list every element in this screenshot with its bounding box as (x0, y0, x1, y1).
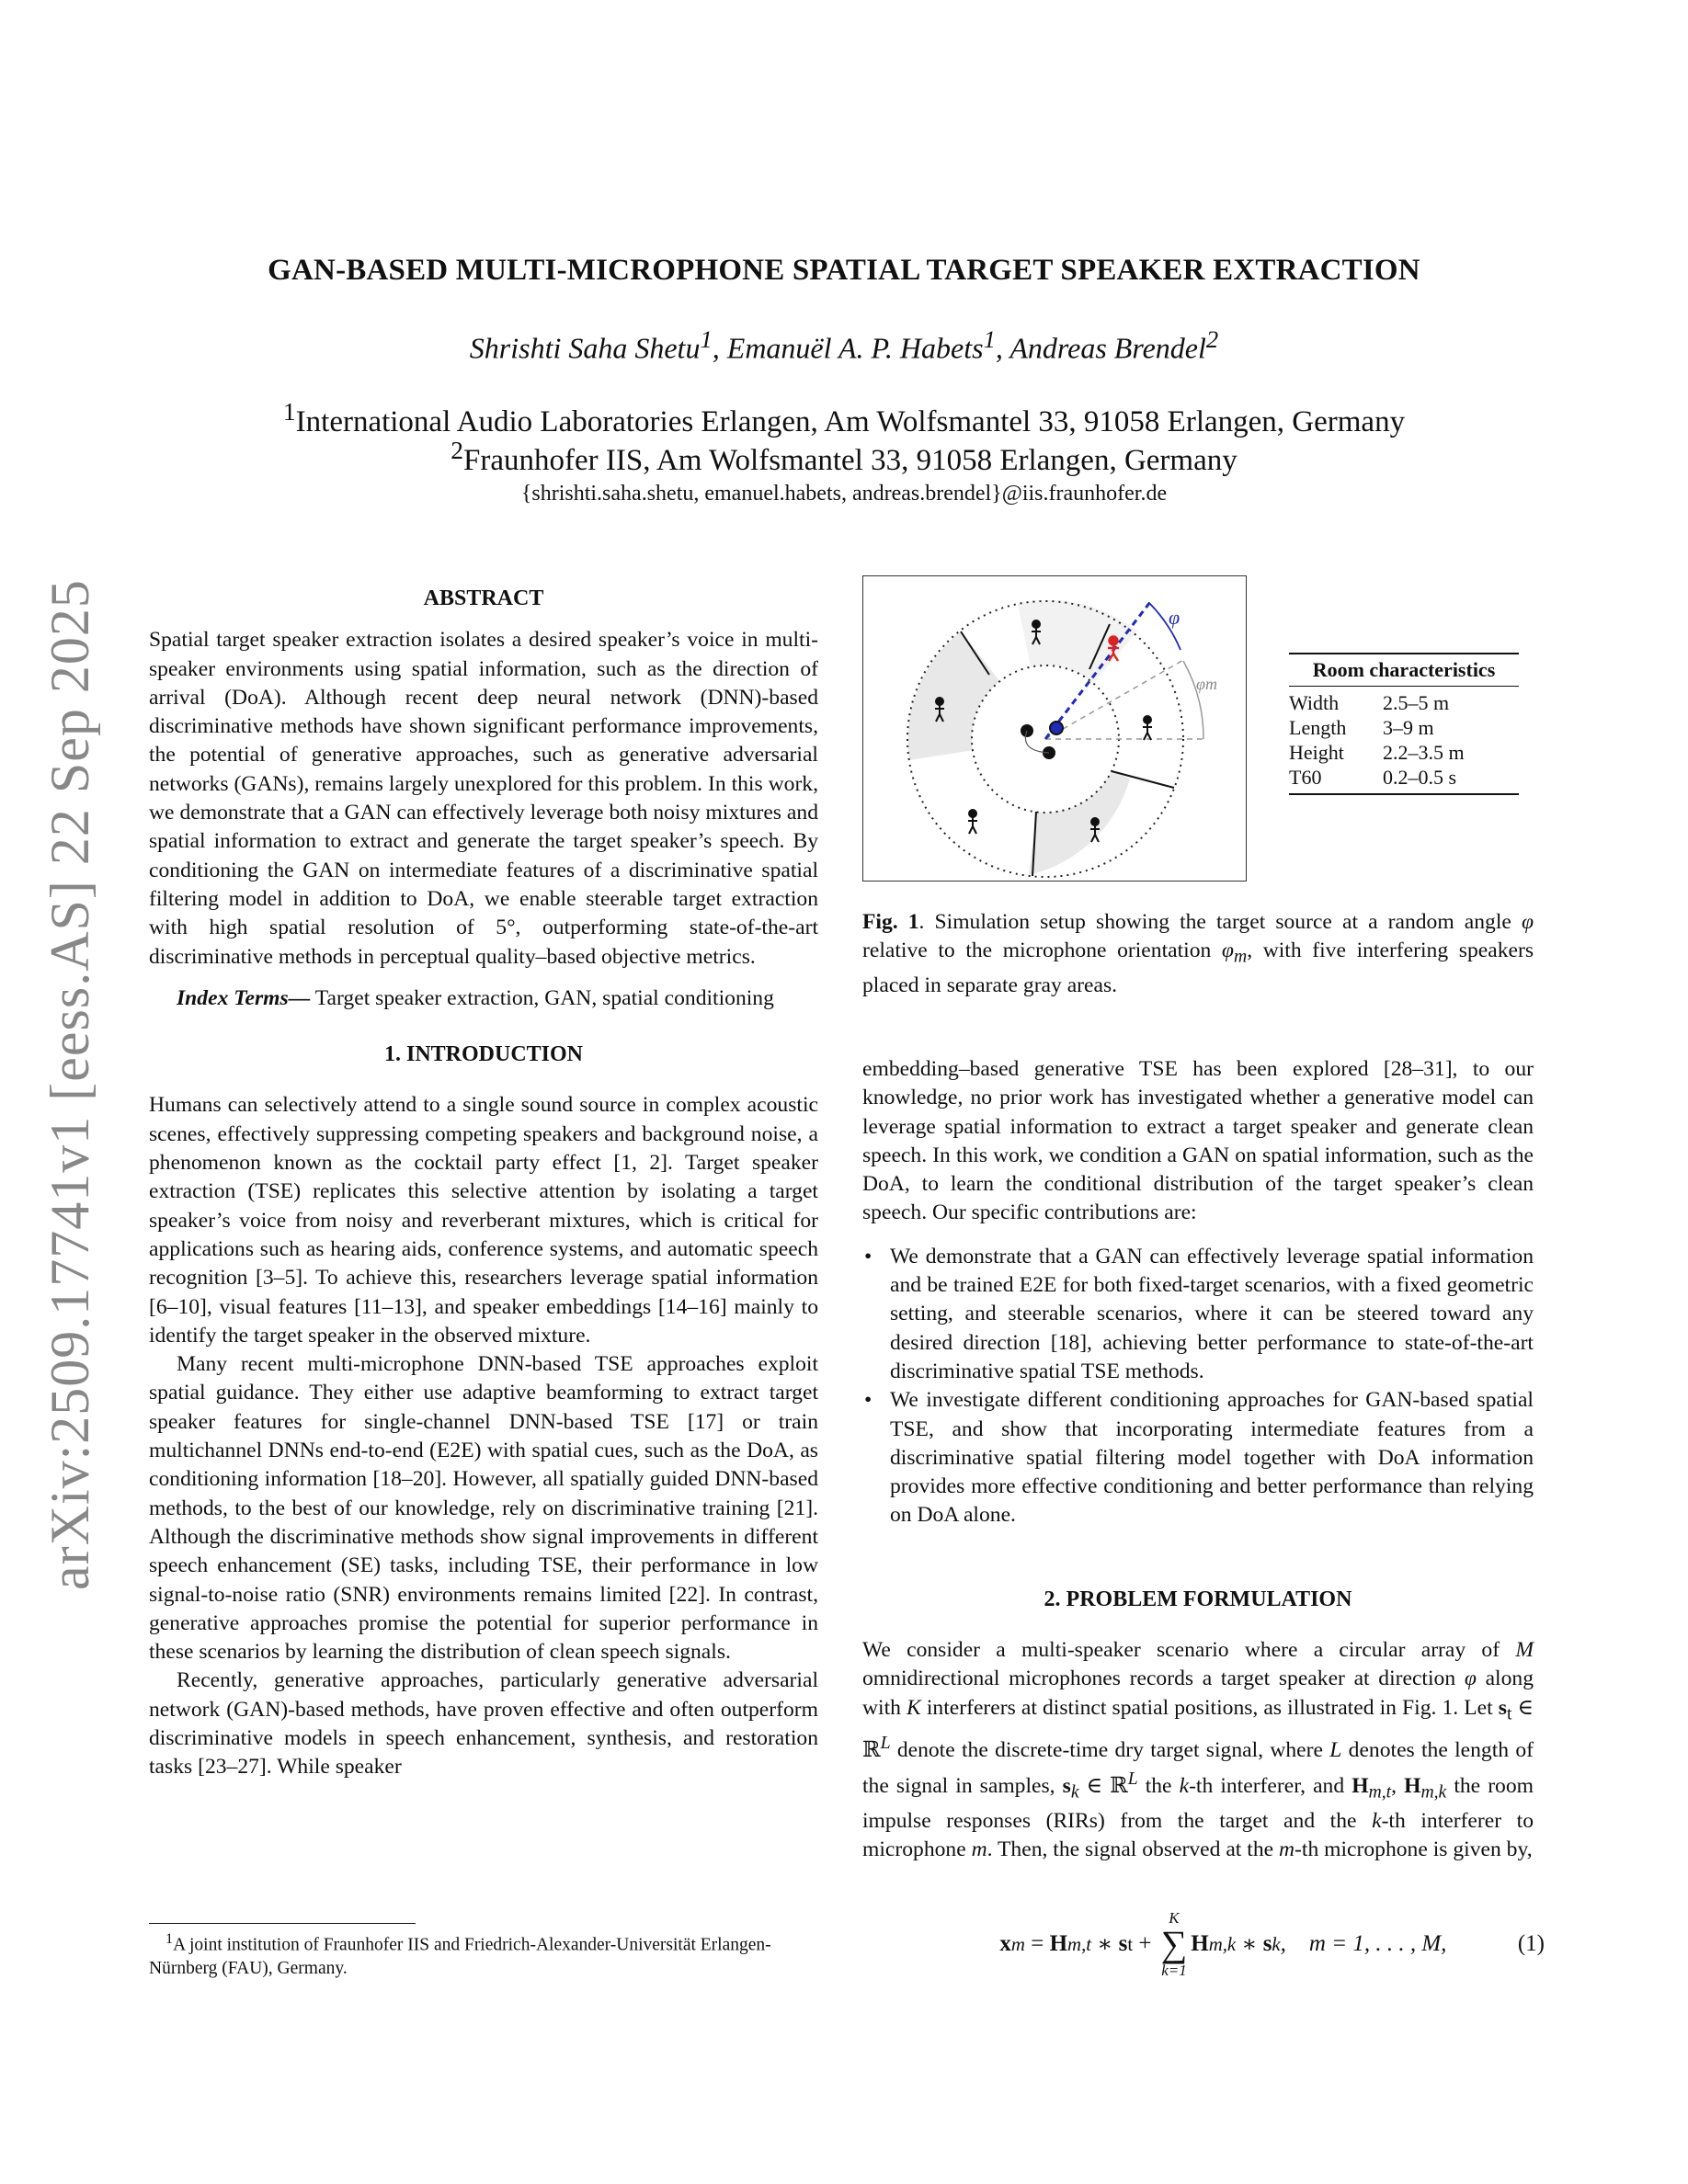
table-row (1289, 715, 1519, 740)
eq-x-sub: m (1010, 1932, 1025, 1955)
table-row (1289, 765, 1519, 790)
affiliation-1 (0, 397, 1688, 439)
s2-sub: t (1506, 1703, 1512, 1724)
table-value: 3–9 m (1383, 716, 1434, 739)
s2-text: along with (862, 1666, 1534, 1720)
s2-text: omnidirectional microphones records a target speaker at direction (862, 1666, 1465, 1691)
affiliation-2-text: Fraunhofer IIS, Am Wolfsmantel 33, 91058 Erlangen, Germany (463, 444, 1237, 477)
eq-s-sub: t (1127, 1932, 1134, 1955)
eq-s: s (1118, 1931, 1128, 1956)
index-terms (149, 984, 818, 1013)
figure-1-diagram (862, 575, 1247, 882)
s2-text: -th interferer to microphone (862, 1808, 1534, 1861)
s2-text: . Then, the signal observed at the (987, 1837, 1279, 1861)
eq-s2-sub: k (1272, 1932, 1281, 1955)
s2-var: s (1498, 1695, 1507, 1720)
footnote-rule (149, 1923, 416, 1924)
caption-text-3: , with five interfering speakers placed in separate gray areas. (862, 938, 1534, 998)
eq-h: H (1049, 1931, 1068, 1956)
eq-h2: H (1191, 1931, 1209, 1956)
eq-number: (1) (1517, 1931, 1545, 1956)
abstract-text: Spatial target speaker extraction isolates a desired speaker’s voice in multi-speaker environments using spatial information, such as the direction of arrival (DoA). Although recent deep neural network (DNN)-based discriminative methods have shown significant performance improvements, the potential of generative approaches, such as generative adversarial networks (GANs), remains largely unexplored for this problem. In this work, we demonstrate that a GAN can effectively leverage both noisy mixtures and spatial information to extract and generate the target speaker’s speech. By conditioning the GAN on intermediate features of a discriminative spatial filtering model in addition to DoA, we enable steerable target extraction with high spatial resolution of 5°, outperforming state-of-the-art discriminative methods in perceptual quality–based objective metrics. (149, 628, 818, 969)
arxiv-identifier: arXiv:2509.17741v1 [eess.AS] 22 Sep 2025 (40, 579, 100, 1590)
affiliation-1-sup: 1 (282, 397, 296, 426)
s2-text: -th microphone is given by, (1295, 1837, 1533, 1861)
author-2: Emanuël A. P. Habets (726, 331, 984, 365)
bullet-dot: • (864, 1244, 873, 1268)
contributions-intro: embedding–based generative TSE has been explored [28–31], to our knowledge, no prior work has investigated whether a generative model can leverage spatial information to extract a target speaker and generate clean speech. In this work, we condition a GAN on spatial information, such as the DoA, to learn the conditional distribution of the target speaker’s clean speech. Our specific contributions are: (862, 1057, 1534, 1225)
table-row (1289, 690, 1519, 715)
s2-var: s (1062, 1773, 1071, 1798)
table-header: Room characteristics (1312, 658, 1496, 681)
index-terms-label: Index Terms— (177, 985, 311, 1010)
s2-sub: m,k (1420, 1781, 1447, 1803)
eq-h2-sub: m,k (1208, 1932, 1237, 1955)
author-1: Shrishti Saha Shetu (469, 331, 701, 365)
s2-var: k (1179, 1773, 1190, 1798)
footnote-sup: 1 (165, 1930, 174, 1947)
left-column (149, 585, 818, 1782)
s2-var: K (907, 1695, 921, 1720)
table-row (1289, 740, 1519, 765)
caption-text-1: . Simulation setup showing the target source at a random angle (918, 910, 1522, 934)
eq-conv: ∗ (1091, 1932, 1119, 1957)
intro-paragraph-2: Many recent multi-microphone DNN-based TSE approaches exploit spatial guidance. They either use adaptive beamforming to extract target speaker features for single-channel DNN-based TSE [17] or train multichannel DNNs end-to-end (E2E) with spatial cues, such as the DoA, as conditioning information [18–20]. However, all spatially guided DNN-based methods, to the best of our knowledge, rely on discriminative training [21]. Although the discriminative methods show signal improvements in different speech enhancement (SE) tasks, including TSE, their performance in low signal-to-noise ratio (SNR) environments remains limited [22]. In contrast, generative approaches promise the potential for superior performance in these scenarios by learning the distribution of clean speech signals. (149, 1352, 818, 1665)
s2-var: φ (1464, 1666, 1477, 1691)
eq-s2: s (1262, 1931, 1272, 1956)
caption-phim: φ (1221, 938, 1234, 963)
eq-h-sub: m,t (1067, 1932, 1092, 1955)
s2-sup: L (880, 1732, 891, 1753)
s2-text: ∈ ℝ (1078, 1773, 1128, 1798)
table-key: T60 (1289, 766, 1322, 789)
author-3: Andreas Brendel (1009, 331, 1206, 365)
author-list: Shrishti Saha Shetu$^1$, Emanuël A. P. Habets$^1$, Andreas Brendel$^2$ (469, 325, 1219, 365)
equation-1 (929, 1910, 1545, 1978)
intro-paragraph-3: Recently, generative approaches, particularly generative adversarial network (GAN)-based methods, have proven effective and often outperform discriminative models in speech enhancement, synthesis, and restoration tasks [23–27]. While speaker (149, 1668, 818, 1780)
speaker-icon-4 (968, 810, 977, 834)
s2-sup: L (1127, 1768, 1138, 1789)
s2-var: m (1278, 1837, 1295, 1861)
s2-var: k (1372, 1808, 1382, 1833)
section-2-heading: 2. PROBLEM FORMULATION (1044, 1587, 1352, 1611)
eq-sum-bottom: k=1 (1161, 1962, 1187, 1979)
eq-plus: + (1133, 1931, 1158, 1956)
s2-text: , (1391, 1773, 1405, 1798)
s2-var: M (1515, 1638, 1534, 1663)
eq-equals: = (1024, 1931, 1050, 1956)
phi-m-label: φm (1196, 675, 1217, 693)
table-key: Length (1289, 716, 1347, 739)
eq-sum-top: K (1169, 1909, 1180, 1927)
phi-m-arc (1183, 661, 1203, 739)
paper-title: GAN-BASED MULTI-MICROPHONE SPATIAL TARGET SPEAKER EXTRACTION (268, 254, 1420, 287)
affiliation-2-sup: 2 (451, 436, 463, 464)
s2-var: L (1329, 1737, 1342, 1762)
author-emails: {shrishti.saha.shetu, emanuel.habets, andreas.brendel}@iis.fraunhofer.de (520, 482, 1168, 506)
s2-text: denotes the length of the signal in samples, (862, 1737, 1534, 1798)
table-value: 0.2–0.5 s (1383, 766, 1457, 789)
room-setup-diagram (863, 576, 1245, 880)
bullet-text: We demonstrate that a GAN can effectively leverage spatial information and be trained E2E for both fixed-target scenarios, with a fixed geometric setting, and steerable scenarios, where it can be steered toward any desired direction [18], achieving better performance to state-of-the-art discriminative spatial TSE methods. (890, 1244, 1534, 1383)
bullet-text: We investigate different conditioning approaches for GAN-based spatial TSE, and show that incorporating intermediate features from a discriminative spatial filtering model together with DoA information provides more effective conditioning and better performance than relying on DoA alone. (890, 1388, 1534, 1528)
caption-phi: φ (1521, 910, 1534, 934)
eq-range: , m = 1, . . . , M, (1280, 1931, 1447, 1956)
eq-sum-symbol: ∑ (1160, 1923, 1188, 1964)
contribution-bullet-1 (862, 1243, 1534, 1386)
caption-label: Fig. 1 (862, 910, 919, 934)
s2-text: the room impulse responses (RIRs) from the target and the (862, 1773, 1534, 1833)
author-1-sup: 1 (700, 325, 713, 353)
s2-var: H (1352, 1773, 1369, 1798)
right-column (862, 1055, 1534, 1864)
intro-paragraph-1: Humans can selectively attend to a single sound source in complex acoustic scenes, effectively suppressing competing speakers and background noise, a phenomenon known as the cocktail party effect [1, 2]. Target speaker extraction (TSE) replicates this selective attention by isolating a target speaker’s voice from noisy and reverberant mixtures, which is critical for applications such as hearing aids, conference systems, and automatic speech recognition [3–5]. To achieve this, researchers leverage spatial information [6–10], visual features [11–13], and speaker embeddings [14–16] mainly to identify the target speaker in the observed mixture. (149, 1093, 818, 1348)
s2-var: m (971, 1837, 987, 1861)
speaker-icon-3 (1143, 716, 1152, 740)
eq-conv2: ∗ (1236, 1932, 1263, 1957)
room-characteristics-table (1289, 653, 1519, 795)
s2-text: denote the discrete-time dry target signal, where (890, 1737, 1330, 1762)
affiliation-1-text: International Audio Laboratories Erlangen, Am Wolfsmantel 33, 91058 Erlangen, Germany (295, 405, 1406, 438)
s2-text: interferers at distinct spatial positions, as illustrated in Fig. 1. Let (920, 1695, 1499, 1720)
affiliation-2 (0, 436, 1688, 478)
gray-area-3 (1029, 739, 1130, 875)
caption-phim-sub: m (1233, 947, 1248, 968)
author-2-sup: 1 (983, 325, 996, 353)
phi-label: φ (1169, 606, 1180, 629)
s2-text: the (1137, 1773, 1180, 1798)
eq-x: x (999, 1931, 1011, 1956)
sector-line-5 (917, 767, 977, 783)
abstract-heading: ABSTRACT (423, 586, 544, 610)
s2-var: H (1404, 1773, 1421, 1798)
table-key: Height (1289, 741, 1344, 764)
bullet-dot: • (864, 1388, 873, 1413)
table-value: 2.2–3.5 m (1383, 741, 1465, 764)
s2-text: We consider a multi-speaker scenario where a circular array of (862, 1638, 1516, 1663)
footnote (149, 1928, 820, 1980)
table-key: Width (1289, 691, 1340, 714)
gray-area-1 (907, 631, 1045, 760)
section-2-paragraph (862, 1636, 1534, 1864)
s2-text: -th interferer, and (1189, 1773, 1352, 1798)
s2-sub: m,t (1368, 1781, 1392, 1803)
s2-text: ∈ ℝ (862, 1695, 1534, 1762)
caption-text-2: relative to the microphone orientation (862, 938, 1222, 963)
table-value: 2.5–5 m (1383, 691, 1450, 714)
contribution-bullet-2 (862, 1386, 1534, 1530)
microphone-3 (1050, 722, 1063, 734)
index-terms-text: Target speaker extraction, GAN, spatial conditioning (310, 985, 774, 1010)
eq-sum (1161, 1910, 1188, 1978)
intro-heading: 1. INTRODUCTION (383, 1042, 584, 1067)
footnote-text: A joint institution of Fraunhofer IIS and Friedrich-Alexander-Universität Erlangen-Nürnberg (FAU), Germany. (149, 1935, 771, 1978)
s2-sub: k (1070, 1781, 1079, 1803)
author-3-sup: 2 (1205, 325, 1219, 353)
figure-1-caption (862, 908, 1534, 1001)
